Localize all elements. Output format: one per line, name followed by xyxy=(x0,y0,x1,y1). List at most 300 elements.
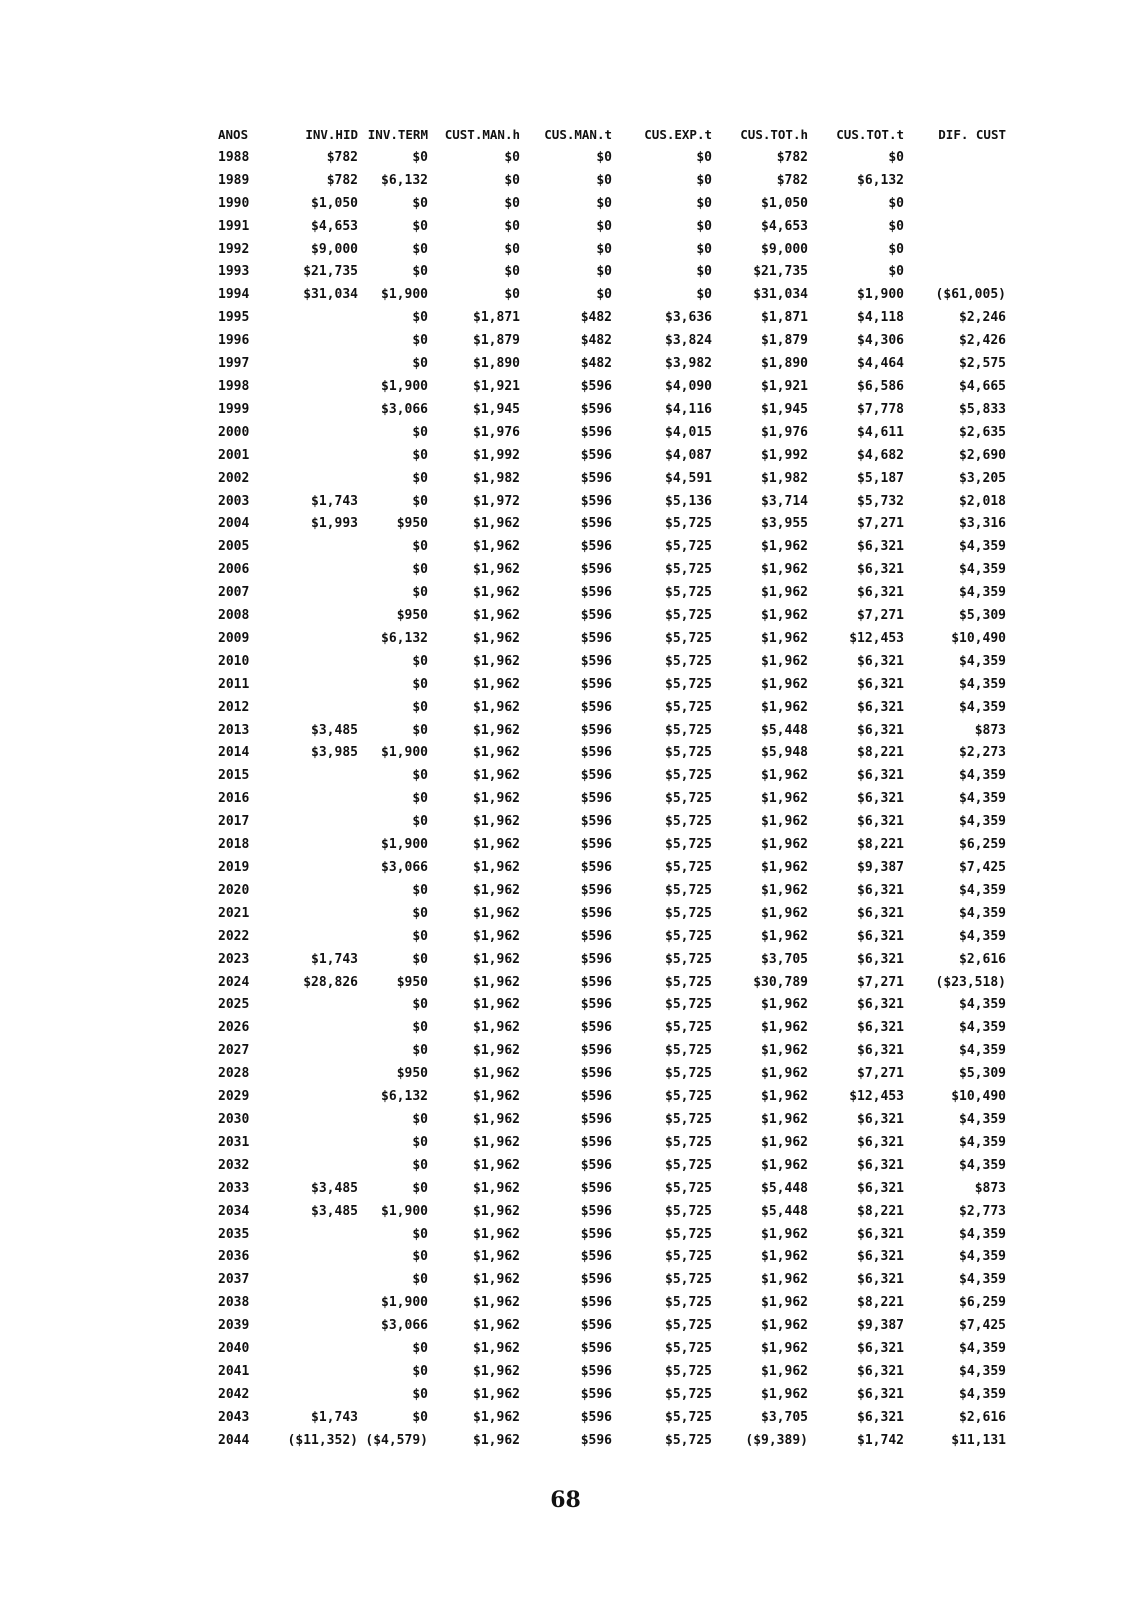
value-cell: $5,725 xyxy=(665,539,712,555)
table-row xyxy=(218,468,1006,491)
value-cell: $1,962 xyxy=(473,1020,520,1036)
value-cell: $1,962 xyxy=(473,882,520,898)
value-cell: $0 xyxy=(596,172,612,188)
value-cell xyxy=(278,1269,358,1292)
value-cell: $2,575 xyxy=(959,356,1006,372)
value-cell xyxy=(278,926,358,949)
value-cell: $482 xyxy=(580,310,612,326)
value-cell: $4,359 xyxy=(959,1157,1006,1173)
value-cell: $5,448 xyxy=(761,1180,808,1196)
table-row xyxy=(218,353,1006,376)
table-row xyxy=(218,1292,1006,1315)
value-cell: $1,962 xyxy=(761,1341,808,1357)
year-cell: 2010 xyxy=(218,653,250,669)
year-cell: 2014 xyxy=(218,745,250,761)
value-cell xyxy=(278,1109,358,1132)
page-number: 68 xyxy=(550,1487,581,1513)
value-cell: $4,359 xyxy=(959,699,1006,715)
value-cell: $0 xyxy=(888,264,904,280)
value-cell: $950 xyxy=(396,516,428,532)
value-cell: $0 xyxy=(412,447,428,463)
year-cell: 2018 xyxy=(218,837,250,853)
value-cell: $596 xyxy=(580,860,612,875)
value-cell: $1,879 xyxy=(473,333,520,349)
value-cell: $6,321 xyxy=(857,1363,904,1379)
value-cell: $1,962 xyxy=(761,653,808,669)
value-cell: $4,359 xyxy=(959,653,1006,669)
value-cell: $596 xyxy=(580,974,612,990)
value-cell: $596 xyxy=(580,1226,612,1242)
year-cell: 2028 xyxy=(218,1066,250,1082)
value-cell xyxy=(904,216,1006,239)
value-cell: $1,743 xyxy=(311,951,358,967)
value-cell: ($9,389) xyxy=(745,1432,808,1448)
table-row xyxy=(218,1338,1006,1361)
table-row xyxy=(218,1063,1006,1086)
value-cell xyxy=(278,1224,358,1247)
year-cell: 1991 xyxy=(218,218,250,234)
table-row xyxy=(218,536,1006,559)
table-row xyxy=(218,1246,1006,1269)
value-cell: $5,725 xyxy=(665,653,712,669)
value-cell: ($61,005) xyxy=(935,287,1006,303)
value-cell: $5,448 xyxy=(761,1203,808,1219)
value-cell: $0 xyxy=(412,722,428,738)
year-cell: 1999 xyxy=(218,401,250,417)
value-cell: $596 xyxy=(580,447,612,463)
value-cell: $7,271 xyxy=(857,608,904,624)
year-cell: 2034 xyxy=(218,1203,250,1219)
year-cell: 2042 xyxy=(218,1386,250,1402)
value-cell: $4,359 xyxy=(959,585,1006,601)
value-cell: $1,921 xyxy=(473,378,520,394)
value-cell xyxy=(278,857,358,880)
value-cell: $6,321 xyxy=(857,653,904,669)
year-cell: 1998 xyxy=(218,378,250,394)
value-cell: $3,636 xyxy=(665,310,712,326)
value-cell: $1,962 xyxy=(761,539,808,555)
value-cell: $1,962 xyxy=(473,1272,520,1288)
value-cell: $0 xyxy=(412,1363,428,1379)
value-cell xyxy=(278,1384,358,1407)
value-cell: $6,321 xyxy=(857,1180,904,1196)
value-cell: $873 xyxy=(974,722,1006,738)
value-cell: $5,725 xyxy=(665,1272,712,1288)
value-cell: $1,962 xyxy=(473,1249,520,1265)
year-cell: 2001 xyxy=(218,447,250,463)
table-row xyxy=(218,1361,1006,1384)
value-cell: $596 xyxy=(580,1111,612,1127)
value-cell xyxy=(278,376,358,399)
value-cell: $5,725 xyxy=(665,1226,712,1242)
value-cell: $3,705 xyxy=(761,1409,808,1425)
table-row xyxy=(218,994,1006,1017)
value-cell: $950 xyxy=(396,1066,428,1082)
value-cell: $1,962 xyxy=(473,1134,520,1150)
value-cell: $1,962 xyxy=(761,630,808,646)
value-cell xyxy=(278,1315,358,1338)
value-cell: $0 xyxy=(412,1341,428,1357)
value-cell: $596 xyxy=(580,905,612,921)
value-cell: $1,962 xyxy=(761,814,808,830)
value-cell: $1,900 xyxy=(381,287,428,303)
column-header: INV.TERM xyxy=(367,127,428,142)
value-cell: $5,725 xyxy=(665,768,712,784)
value-cell xyxy=(278,445,358,468)
value-cell: $2,635 xyxy=(959,424,1006,440)
value-cell xyxy=(278,674,358,697)
value-cell: $10,490 xyxy=(951,630,1006,646)
value-cell: $0 xyxy=(412,882,428,898)
year-cell: 2025 xyxy=(218,997,250,1013)
table-row xyxy=(218,422,1006,445)
value-cell: $1,962 xyxy=(761,768,808,784)
value-cell: $1,962 xyxy=(473,562,520,578)
value-cell: $3,824 xyxy=(665,333,712,349)
value-cell: $5,725 xyxy=(665,1249,712,1265)
value-cell xyxy=(278,559,358,582)
value-cell: $0 xyxy=(504,195,520,211)
value-cell: $0 xyxy=(504,218,520,234)
value-cell: $596 xyxy=(580,1318,612,1334)
table-row xyxy=(218,261,1006,284)
value-cell: $1,962 xyxy=(473,1341,520,1357)
value-cell: $596 xyxy=(580,630,612,646)
value-cell: $5,725 xyxy=(665,928,712,944)
value-cell: $596 xyxy=(580,699,612,715)
value-cell: $1,962 xyxy=(473,791,520,807)
value-cell: $3,316 xyxy=(959,516,1006,532)
value-cell: $6,321 xyxy=(857,1341,904,1357)
value-cell: $1,962 xyxy=(761,676,808,692)
value-cell: $0 xyxy=(412,424,428,440)
table-row xyxy=(218,1040,1006,1063)
value-cell: $596 xyxy=(580,814,612,830)
value-cell xyxy=(278,307,358,330)
value-cell: $6,321 xyxy=(857,1043,904,1059)
value-cell: $8,221 xyxy=(857,1295,904,1311)
value-cell: $0 xyxy=(696,149,712,165)
value-cell: $2,616 xyxy=(959,951,1006,967)
value-cell: $0 xyxy=(412,1134,428,1150)
column-header: CUST.MAN.h xyxy=(444,127,520,142)
value-cell: $1,962 xyxy=(473,768,520,784)
value-cell: $1,900 xyxy=(857,287,904,303)
year-cell: 2015 xyxy=(218,768,250,784)
value-cell: $5,725 xyxy=(665,860,712,875)
value-cell xyxy=(278,994,358,1017)
value-cell: $596 xyxy=(580,1180,612,1196)
value-cell: $9,387 xyxy=(857,1318,904,1334)
value-cell: $4,359 xyxy=(959,539,1006,555)
value-cell: $596 xyxy=(580,676,612,692)
value-cell: $596 xyxy=(580,791,612,807)
year-cell: 2023 xyxy=(218,951,250,967)
value-cell: $596 xyxy=(580,585,612,601)
value-cell: $4,359 xyxy=(959,882,1006,898)
value-cell: $0 xyxy=(596,218,612,234)
value-cell: $6,321 xyxy=(857,1386,904,1402)
value-cell: $596 xyxy=(580,951,612,967)
value-cell: $6,321 xyxy=(857,1020,904,1036)
value-cell: $482 xyxy=(580,333,612,349)
value-cell: $596 xyxy=(580,1203,612,1219)
value-cell: $5,725 xyxy=(665,630,712,646)
value-cell: $1,900 xyxy=(381,837,428,853)
table-row xyxy=(218,788,1006,811)
value-cell: $0 xyxy=(596,195,612,211)
value-cell: $5,725 xyxy=(665,1089,712,1105)
value-cell: $1,962 xyxy=(761,1066,808,1082)
value-cell: $6,321 xyxy=(857,791,904,807)
year-cell: 2041 xyxy=(218,1363,250,1379)
year-cell: 2031 xyxy=(218,1134,250,1150)
value-cell: ($11,352) xyxy=(287,1432,358,1448)
year-cell: 1996 xyxy=(218,333,250,349)
year-cell: 2000 xyxy=(218,424,250,440)
value-cell: $0 xyxy=(412,356,428,372)
value-cell xyxy=(278,765,358,788)
value-cell xyxy=(278,1132,358,1155)
value-cell: $5,725 xyxy=(665,516,712,532)
value-cell: $596 xyxy=(580,1066,612,1082)
value-cell: $5,725 xyxy=(665,745,712,761)
value-cell: $6,321 xyxy=(857,1249,904,1265)
value-cell: $4,653 xyxy=(761,218,808,234)
value-cell: $5,725 xyxy=(665,585,712,601)
value-cell: $7,271 xyxy=(857,974,904,990)
value-cell: $4,611 xyxy=(857,424,904,440)
year-cell: 2003 xyxy=(218,493,250,509)
value-cell: $1,962 xyxy=(761,1386,808,1402)
value-cell: $596 xyxy=(580,928,612,944)
value-cell: $1,743 xyxy=(311,493,358,509)
value-cell: $5,448 xyxy=(761,722,808,738)
table-row xyxy=(218,170,1006,193)
value-cell: $5,725 xyxy=(665,1043,712,1059)
column-header: CUS.TOT.t xyxy=(836,127,904,142)
value-cell: $3,205 xyxy=(959,470,1006,486)
value-cell: $1,976 xyxy=(761,424,808,440)
value-cell: $0 xyxy=(412,997,428,1013)
value-cell: $1,962 xyxy=(473,974,520,990)
value-cell: $1,879 xyxy=(761,333,808,349)
year-cell: 2032 xyxy=(218,1157,250,1173)
value-cell: $31,034 xyxy=(303,287,358,303)
value-cell: $1,962 xyxy=(761,1249,808,1265)
value-cell: $3,066 xyxy=(381,401,428,417)
value-cell: $1,962 xyxy=(473,1066,520,1082)
table-row xyxy=(218,399,1006,422)
year-cell: 2008 xyxy=(218,608,250,624)
value-cell: $0 xyxy=(412,585,428,601)
value-cell: $0 xyxy=(412,1157,428,1173)
value-cell: $5,833 xyxy=(959,401,1006,417)
value-cell: $1,962 xyxy=(761,1318,808,1334)
value-cell: $596 xyxy=(580,1157,612,1173)
value-cell: $5,725 xyxy=(665,1318,712,1334)
value-cell: $596 xyxy=(580,722,612,738)
value-cell: $596 xyxy=(580,378,612,394)
value-cell xyxy=(278,1017,358,1040)
table-row xyxy=(218,330,1006,353)
value-cell: $1,962 xyxy=(473,1432,520,1448)
value-cell: $5,725 xyxy=(665,814,712,830)
value-cell: $4,087 xyxy=(665,447,712,463)
table-row xyxy=(218,972,1006,995)
value-cell: $6,321 xyxy=(857,676,904,692)
value-cell: $10,490 xyxy=(951,1089,1006,1105)
value-cell: $0 xyxy=(412,539,428,555)
value-cell: $1,962 xyxy=(473,814,520,830)
value-cell: $5,725 xyxy=(665,562,712,578)
year-cell: 2037 xyxy=(218,1272,250,1288)
value-cell: $5,725 xyxy=(665,1295,712,1311)
value-cell xyxy=(278,582,358,605)
value-cell: $5,725 xyxy=(665,1020,712,1036)
value-cell: $0 xyxy=(504,149,520,165)
value-cell: $5,725 xyxy=(665,1386,712,1402)
value-cell: $596 xyxy=(580,562,612,578)
value-cell: $2,246 xyxy=(959,310,1006,326)
table-row xyxy=(218,628,1006,651)
value-cell: $1,900 xyxy=(381,1295,428,1311)
value-cell: $8,221 xyxy=(857,745,904,761)
table-row xyxy=(218,651,1006,674)
table-row xyxy=(218,513,1006,536)
year-cell: 2038 xyxy=(218,1295,250,1311)
value-cell: $1,962 xyxy=(473,1409,520,1425)
table-row xyxy=(218,1315,1006,1338)
value-cell: $0 xyxy=(596,264,612,280)
value-cell: $3,955 xyxy=(761,516,808,532)
value-cell: $1,962 xyxy=(473,1043,520,1059)
value-cell: $950 xyxy=(396,974,428,990)
value-cell: $1,050 xyxy=(311,195,358,211)
year-cell: 1994 xyxy=(218,287,250,303)
value-cell xyxy=(278,536,358,559)
value-cell: $4,464 xyxy=(857,356,904,372)
value-cell: $1,962 xyxy=(761,860,808,875)
year-cell: 2035 xyxy=(218,1226,250,1242)
value-cell: $5,725 xyxy=(665,1134,712,1150)
value-cell: $482 xyxy=(580,356,612,372)
value-cell: $1,962 xyxy=(473,699,520,715)
value-cell: $1,962 xyxy=(761,1363,808,1379)
value-cell: $4,359 xyxy=(959,997,1006,1013)
table-row xyxy=(218,193,1006,216)
value-cell: $0 xyxy=(412,1272,428,1288)
year-cell: 2036 xyxy=(218,1249,250,1265)
value-cell xyxy=(278,903,358,926)
value-cell: $1,962 xyxy=(761,1134,808,1150)
value-cell: $1,962 xyxy=(761,997,808,1013)
table-row xyxy=(218,1269,1006,1292)
value-cell: $5,725 xyxy=(665,882,712,898)
value-cell: $1,962 xyxy=(761,562,808,578)
value-cell: $6,321 xyxy=(857,814,904,830)
value-cell: $1,945 xyxy=(761,401,808,417)
value-cell: $782 xyxy=(326,149,358,165)
value-cell: $28,826 xyxy=(303,974,358,990)
value-cell: $5,725 xyxy=(665,837,712,853)
value-cell: $4,653 xyxy=(311,218,358,234)
value-cell xyxy=(904,147,1006,170)
year-cell: 2019 xyxy=(218,860,250,875)
value-cell: $0 xyxy=(504,287,520,303)
value-cell: $1,962 xyxy=(473,722,520,738)
value-cell: $1,742 xyxy=(857,1432,904,1448)
value-cell: $12,453 xyxy=(849,630,904,646)
value-cell xyxy=(278,399,358,422)
value-cell: $5,725 xyxy=(665,608,712,624)
value-cell xyxy=(278,422,358,445)
table-row xyxy=(218,1178,1006,1201)
year-cell: 2005 xyxy=(218,539,250,555)
value-cell: $5,136 xyxy=(665,493,712,509)
value-cell: $1,962 xyxy=(761,1272,808,1288)
value-cell: $596 xyxy=(580,653,612,669)
value-cell: $5,725 xyxy=(665,1180,712,1196)
value-cell: $3,485 xyxy=(311,722,358,738)
value-cell: $1,962 xyxy=(473,860,520,875)
value-cell: $21,735 xyxy=(303,264,358,280)
table-row xyxy=(218,811,1006,834)
value-cell: $4,118 xyxy=(857,310,904,326)
value-cell: $3,705 xyxy=(761,951,808,967)
year-cell: 2006 xyxy=(218,562,250,578)
table-row xyxy=(218,559,1006,582)
table-row xyxy=(218,1086,1006,1109)
value-cell: $6,321 xyxy=(857,1134,904,1150)
value-cell: $5,725 xyxy=(665,951,712,967)
value-cell: $1,962 xyxy=(473,1226,520,1242)
table-row xyxy=(218,582,1006,605)
value-cell: $4,359 xyxy=(959,814,1006,830)
year-cell: 2027 xyxy=(218,1043,250,1059)
year-cell: 2024 xyxy=(218,974,250,990)
year-cell: 2030 xyxy=(218,1111,250,1127)
value-cell: $596 xyxy=(580,1020,612,1036)
value-cell: $0 xyxy=(504,172,520,188)
value-cell: $596 xyxy=(580,1341,612,1357)
table-row xyxy=(218,1407,1006,1430)
value-cell: $1,962 xyxy=(761,837,808,853)
table-row xyxy=(218,765,1006,788)
value-cell: $4,665 xyxy=(959,378,1006,394)
value-cell: $6,321 xyxy=(857,1409,904,1425)
value-cell: $1,900 xyxy=(381,1203,428,1219)
value-cell xyxy=(904,170,1006,193)
value-cell: $1,993 xyxy=(311,516,358,532)
value-cell: $6,132 xyxy=(381,630,428,646)
value-cell: $1,972 xyxy=(473,493,520,509)
year-cell: 2040 xyxy=(218,1341,250,1357)
value-cell: $31,034 xyxy=(753,287,808,303)
value-cell: $0 xyxy=(412,1111,428,1127)
value-cell: $4,359 xyxy=(959,791,1006,807)
value-cell: $0 xyxy=(696,172,712,188)
value-cell: $0 xyxy=(412,653,428,669)
value-cell: $0 xyxy=(412,562,428,578)
value-cell: $3,714 xyxy=(761,493,808,509)
value-cell: $1,962 xyxy=(761,608,808,624)
value-cell: $6,321 xyxy=(857,928,904,944)
table-row xyxy=(218,834,1006,857)
value-cell: $0 xyxy=(596,241,612,257)
value-cell: $1,962 xyxy=(761,1043,808,1059)
value-cell xyxy=(904,261,1006,284)
